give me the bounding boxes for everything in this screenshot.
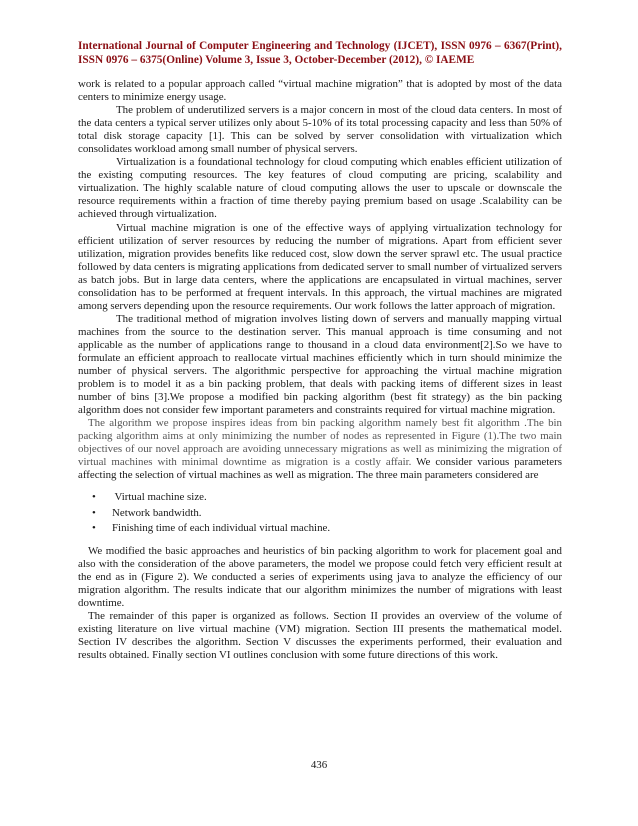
paragraph-proposed-algorithm-rest: We consider various parameters affecting the selection of virtual machines as well as migration. The three main parameters considered are xyxy=(78,456,562,482)
paragraph-traditional-method: The traditional method of migration involves listing down of servers and manually mapping virtual machines from the source to the destination server. This manual approach is time consuming and not applicable as the number of applications range to thousand in a cloud data environment[2].So we have to formulate an efficient approach to reallocate virtual machines efficiently which in turn should minimize the number of physical servers. The algorithmic perspective for approaching the virtual machine migration problem is to model it as a bin packing problem, that deals with packing items of different sizes in least number of bins [3].We propose a modified bin packing algorithm (best fit strategy) as the bin packing algorithm does not consider few important parameters and constraints required for virtual machine migration. xyxy=(78,312,562,417)
paragraph-paper-organization: The remainder of this paper is organized as follows. Section II provides an overview of the volume of existing literature on live virtual machine (VM) migration. Section III presents the mathematical model. Section IV describes the algorithm. Section V discusses the experiments performed, their evaluation and results obtained. Finally section VI outlines conclusion with some future directions of this work. xyxy=(78,610,562,662)
list-item-text: Network bandwidth. xyxy=(112,506,202,519)
paragraph-proposed-algorithm-gray: The algorithm we propose inspires ideas from bin packing algorithm namely best fit algorithm .The bin packing algorithm aims at only minimizing the number of nodes as represented in Figure (1).The two main objectives of our novel approach are avoiding unnecessary migrations as well as minimizing the migration of virtual machines with minimal downtime as migration is a costly affair. xyxy=(78,417,562,469)
journal-header: International Journal of Computer Engineering and Technology (IJCET), ISSN 0976 – 6367(Print), ISSN 0976 – 6375(Online) Volume 3, Issue 3, October-December (2012), © IAEME xyxy=(78,40,562,66)
paragraph-modified-approach: We modified the basic approaches and heuristics of bin packing algorithm to work for placement goal and also with the consideration of the above parameters, the model we propose could fetch very efficient result at the end as in (Figure 2). We conducted a series of experiments using java to analyze the efficiency of our migration algorithm. The results indicate that our algorithm minimizes the number of migrations with least downtime. xyxy=(78,544,562,610)
list-item xyxy=(92,521,562,537)
bullet-glyph: • xyxy=(92,522,96,535)
paragraph-vm-migration: Virtual machine migration is one of the effective ways of applying virtualization technology for efficient utilization of server resources by reducing the number of migrations. Apart from efficient sever utilization, migration provides benefits like reduced cost, slow down the server sprawl etc. The usual practice followed by data centers is migrating applications from dedicated server to small number of virtualized servers as batch jobs. But in large data centers, where the applications are encapsulated in virtual machines, server consolidation has to be performed at frequent intervals. In this approach, the virtual machines are migrated among servers depending upon the resource requirements. Our work follows the latter approach of migration. xyxy=(78,221,562,312)
list-item xyxy=(92,506,562,522)
parameter-list xyxy=(78,490,562,537)
list-item-text: Finishing time of each individual virtual machine. xyxy=(112,522,331,535)
list-item xyxy=(92,490,562,506)
bullet-glyph: • xyxy=(92,506,96,519)
paragraph-intro-continued: work is related to a popular approach called “virtual machine migration” that is adopted by most of the data centers to minimize energy usage. xyxy=(78,78,562,104)
body-text xyxy=(78,78,562,662)
page-number: 436 xyxy=(310,759,328,771)
paragraph-underutilized-servers: The problem of underutilized servers is a major concern in most of the cloud data centers. In most of the data centers a typical server utilizes only about 5-10% of its total processing capacity and less than 50% of total disk storage capacity [1]. This can be solved by server consolidation with virtualization which consolidates workload among small number of physical servers. xyxy=(78,104,562,156)
list-item-text: Virtual machine size. xyxy=(112,491,207,504)
paragraph-proposed-algorithm xyxy=(78,417,562,482)
bullet-glyph: • xyxy=(92,491,96,504)
paragraph-virtualization: Virtualization is a foundational technology for cloud computing which enables efficient utilization of the existing computing resources. The key features of cloud computing are pricing, scalability and virtualization. The highly scalable nature of cloud computing allows the user to upscale or downscale the resource requirements within a fraction of time thereby paying premium based on usage .Scalability can be achieved through virtualization. xyxy=(78,156,562,221)
